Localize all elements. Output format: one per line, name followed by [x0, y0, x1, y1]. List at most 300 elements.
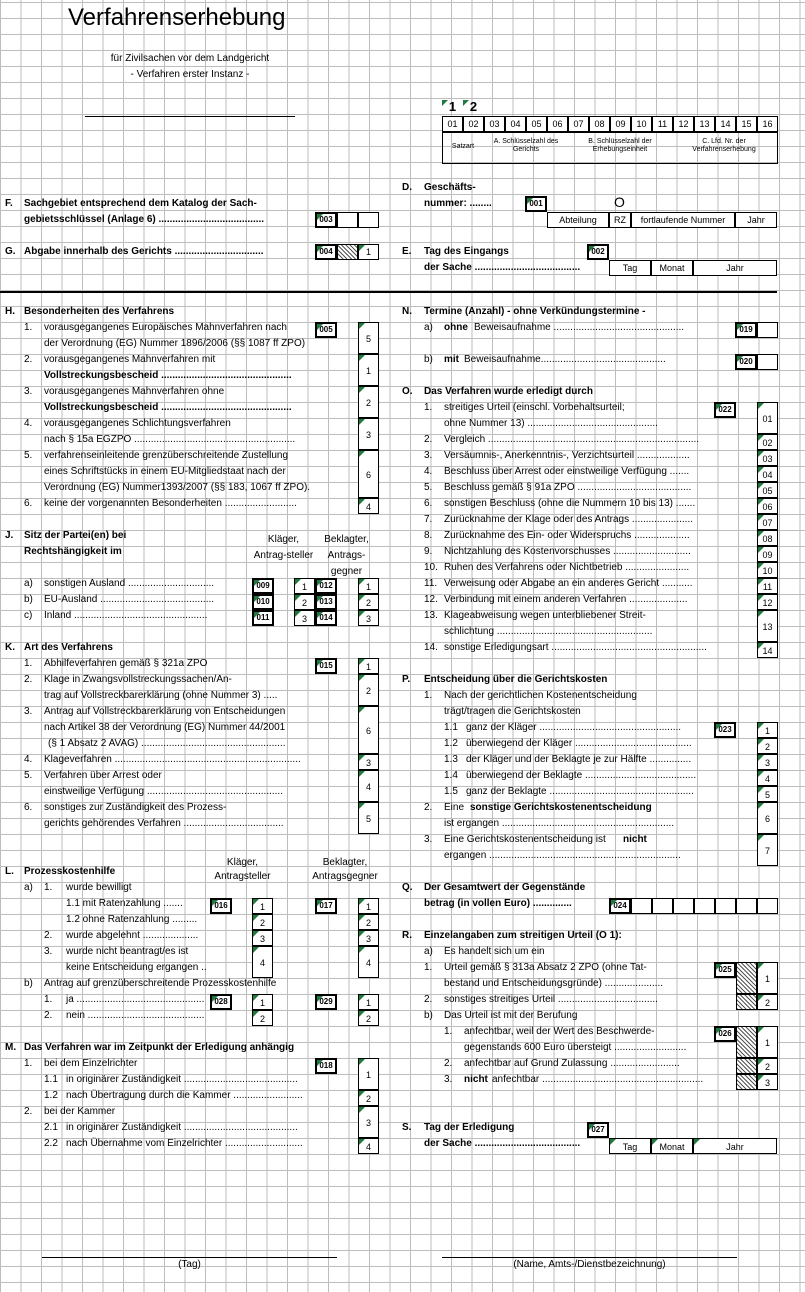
- section-f-title-2-text: gebietsschlüssel (Anlage 6) ......................................: [24, 214, 265, 225]
- checkbox-o-9[interactable]: 09: [757, 546, 778, 562]
- header-col-15: 15: [736, 116, 757, 132]
- checkbox-g[interactable]: 1: [358, 244, 379, 260]
- section-e-title-1: Tag des Eingangs: [424, 246, 509, 257]
- header-value-9[interactable]: [610, 100, 631, 116]
- checkbox-o-10[interactable]: 10: [757, 562, 778, 578]
- header-value-7[interactable]: [568, 100, 589, 116]
- o-item-num: 2.: [424, 434, 433, 445]
- checkbox-r-2[interactable]: 2: [757, 994, 778, 1010]
- k-item-text-a: sonstiges zur Zuständigkeit des Prozess-: [44, 802, 227, 813]
- section-f-letter: F.: [5, 198, 13, 209]
- h-item-num: 4.: [24, 418, 33, 429]
- header-col-9: 09: [610, 116, 631, 132]
- section-j-title-2: Rechtshängigkeit im: [24, 546, 122, 557]
- o-item-num: 5.: [424, 482, 433, 493]
- checkbox-l-k-nein[interactable]: 2: [252, 1010, 273, 1026]
- h-item-text-a: verfahrenseinleitende grenzüberschreitende Zustellung: [44, 450, 289, 461]
- l-b2t: nein ..........................................: [66, 1010, 205, 1021]
- p-sub-text: überwiegend der Kläger ..........................................: [466, 738, 692, 749]
- checkbox-r-5[interactable]: 3: [757, 1074, 778, 1090]
- section-o-letter: O.: [402, 386, 413, 397]
- section-f-title-1: Sachgebiet entsprechend dem Katalog der Sach-: [24, 198, 257, 209]
- k-item-num: 4.: [24, 754, 33, 765]
- code-029: 029: [315, 994, 337, 1010]
- section-r-letter: R.: [402, 930, 412, 941]
- checkbox-o-5[interactable]: 05: [757, 482, 778, 498]
- field-abteilung[interactable]: Abteilung: [547, 212, 609, 228]
- h-item-num: 1.: [24, 322, 33, 333]
- code-023: 023: [714, 722, 736, 738]
- p-i3: 3.: [424, 834, 433, 845]
- r-at: Es handelt sich um ein: [444, 946, 545, 957]
- h-item-text-c: Verordnung (EG) Nummer1393/2007 (§§ 183, 1067 ff ZPO).: [44, 482, 311, 493]
- checkbox-p-7[interactable]: 7: [757, 834, 778, 866]
- header-col-4: 04: [505, 116, 526, 132]
- hatch-r-2: [736, 1026, 757, 1058]
- header-value-13[interactable]: [694, 100, 715, 116]
- o-item-text-a: Nichtzahlung des Kostenvorschusses ............................: [444, 546, 691, 557]
- j-header-beklagter: Beklagter, Antrags-gegner: [324, 534, 369, 577]
- field-s-tag[interactable]: Tag: [609, 1138, 651, 1154]
- checkbox-j-k[interactable]: 3: [294, 610, 315, 626]
- l-a2t: wurde abgelehnt ....................: [66, 930, 199, 941]
- r-b3b: anfechtbar ..........................................................: [492, 1074, 704, 1085]
- subtitle-2: - Verfahren erster Instanz -: [130, 69, 250, 80]
- o-item-num: 8.: [424, 530, 433, 541]
- m-r21t: in originärer Zuständigkeit .........................................: [66, 1122, 298, 1133]
- checkbox-l-b-nein[interactable]: 2: [358, 1010, 379, 1026]
- code-015: 015: [315, 658, 337, 674]
- j-row-text: sonstigen Ausland ...............................: [44, 578, 215, 589]
- section-m-letter: M.: [5, 1042, 17, 1053]
- section-q-title-2: betrag (in vollen Euro) ..............: [424, 898, 572, 909]
- code-j-k: 011: [252, 610, 274, 626]
- code-028: 028: [210, 994, 232, 1010]
- o-item-text-a: Beschluss über Arrest oder einstweilige Verfügung .......: [444, 466, 690, 477]
- section-q-title-1: Der Gesamtwert der Gegenstände: [424, 882, 586, 893]
- j-row-text: Inland ................................................: [44, 610, 208, 621]
- p-i1: 1.: [424, 690, 433, 701]
- section-o-title: Das Verfahren wurde erledigt durch: [424, 386, 593, 397]
- circle-o: O: [614, 194, 625, 210]
- checkbox-m-1[interactable]: 1: [358, 1058, 379, 1090]
- r-b3: 3.: [444, 1074, 453, 1085]
- code-j-k: 010: [252, 594, 274, 610]
- checkbox-l-b-2[interactable]: 3: [358, 930, 379, 946]
- k-item-text-b: trag auf Vollstreckbarerklärung (ohne Nummer 3) .....: [44, 690, 278, 701]
- p-sub-num: 1.2: [444, 738, 458, 749]
- header-col-3: 03: [484, 116, 505, 132]
- field-s-monat[interactable]: Monat: [651, 1138, 693, 1154]
- n-a: a): [424, 322, 433, 333]
- o-item-text-a: Zurücknahme des Ein- oder Widerspruchs ....................: [444, 530, 690, 541]
- l-header-klaeger: Kläger, Antragsteller: [214, 857, 271, 882]
- header-value-16[interactable]: [757, 100, 778, 116]
- r-bt: Das Urteil ist mit der Berufung: [444, 1010, 578, 1021]
- checkbox-o-6[interactable]: 06: [757, 498, 778, 514]
- checkbox-k-2[interactable]: 2: [358, 674, 379, 706]
- k-item-num: 3.: [24, 706, 33, 717]
- o-item-text-a: Verweisung oder Abgabe an ein anderes Gericht ...........: [444, 578, 693, 589]
- col-c: C. Lfd. Nr. der Verfahrenserhebung: [692, 138, 756, 153]
- code-016: 016: [210, 898, 232, 914]
- footer-line-right: [442, 1257, 737, 1258]
- header-col-11: 11: [652, 116, 673, 132]
- header-value-8[interactable]: [589, 100, 610, 116]
- section-p-title: Entscheidung über die Gerichtskosten: [424, 674, 608, 685]
- section-d-title-1: Geschäfts-: [424, 182, 476, 193]
- l-b1t: ja ..............................................: [66, 994, 205, 1005]
- o-item-num: 11.: [424, 578, 438, 589]
- m-r12: 1.2: [44, 1090, 58, 1101]
- checkbox-o-8[interactable]: 08: [757, 530, 778, 546]
- o-item-text-a: Beschluss gemäß § 91a ZPO .........................................: [444, 482, 692, 493]
- field-q-6[interactable]: [736, 898, 757, 914]
- checkbox-k-4[interactable]: 3: [358, 754, 379, 770]
- header-col-6: 06: [547, 116, 568, 132]
- m-r12t: nach Übertragung durch die Kammer .........................: [66, 1090, 303, 1101]
- o-item-text-b: schlichtung ........................................................: [444, 626, 653, 637]
- h-item-text-b: Vollstreckungsbescheid ...............................................: [44, 402, 292, 413]
- r-a2: 2.: [424, 994, 433, 1005]
- code-019: 019: [735, 322, 757, 338]
- checkbox-k-5[interactable]: 4: [358, 770, 379, 802]
- code-025: 025: [714, 962, 736, 978]
- checkbox-j-k[interactable]: 1: [294, 578, 315, 594]
- field-f-1[interactable]: [337, 212, 358, 228]
- k-item-text-b: nach Artikel 38 der Verordnung (EG) Nummer 44/2001: [44, 722, 286, 733]
- j-row-letter: b): [24, 594, 33, 605]
- header-col-8: 08: [589, 116, 610, 132]
- code-j-b: 012: [315, 578, 337, 594]
- checkbox-p-2[interactable]: 2: [757, 738, 778, 754]
- o-item-num: 14.: [424, 642, 438, 653]
- header-value-12[interactable]: [673, 100, 694, 116]
- field-e-tag[interactable]: Tag: [609, 260, 651, 276]
- checkbox-l-b-1[interactable]: 2: [358, 914, 379, 930]
- checkbox-p-1[interactable]: 1: [757, 722, 778, 738]
- header-col-5: 05: [526, 116, 547, 132]
- section-l-letter: L.: [5, 866, 14, 877]
- h-item-text-a: keine der vorgenannten Besonderheiten ..........................: [44, 498, 297, 509]
- field-n-b[interactable]: [757, 354, 778, 370]
- l-bt: Antrag auf grenzüberschreitende Prozesskostenhilfe: [44, 978, 277, 989]
- o-item-text-a: Zurücknahme der Klage oder des Antrags ......................: [444, 514, 694, 525]
- checkbox-r-4[interactable]: 2: [757, 1058, 778, 1074]
- r-b2: 2.: [444, 1058, 453, 1069]
- p-sub-text: der Kläger und der Beklagte je zur Hälfte ...............: [466, 754, 692, 765]
- m-r22t: nach Übernahme vom Einzelrichter ............................: [66, 1138, 303, 1149]
- r-b2t: anfechtbar auf Grund Zulassung .........................: [464, 1058, 680, 1069]
- section-m-title: Das Verfahren war im Zeitpunkt der Erledigung anhängig: [24, 1042, 295, 1053]
- checkbox-j-b[interactable]: 1: [358, 578, 379, 594]
- checkbox-h-6[interactable]: 4: [358, 498, 379, 514]
- field-n-a[interactable]: [757, 322, 778, 338]
- k-item-text-c: (§ 1 Absatz 2 AVAG) ....................................................: [48, 738, 286, 749]
- h-item-text-a: vorausgegangenes Schlichtungsverfahren: [44, 418, 231, 429]
- p-i2: 2.: [424, 802, 433, 813]
- code-j-b: 013: [315, 594, 337, 610]
- section-l-title: Prozesskostenhilfe: [24, 866, 116, 877]
- m-r22: 2.2: [44, 1138, 58, 1149]
- checkbox-l-k-1[interactable]: 2: [252, 914, 273, 930]
- o-item-num: 3.: [424, 450, 433, 461]
- j-header-klaeger: Kläger, Antrag-steller: [253, 534, 314, 561]
- field-q-3[interactable]: [673, 898, 694, 914]
- hatched-cell: [337, 244, 358, 260]
- footer-name: (Name, Amts-/Dienstbezeichnung): [513, 1259, 666, 1270]
- field-e-jahr[interactable]: Jahr: [693, 260, 777, 276]
- code-027: 027: [587, 1122, 609, 1138]
- k-item-num: 2.: [24, 674, 33, 685]
- header-col-1: 01: [442, 116, 463, 132]
- header-value-10[interactable]: [631, 100, 652, 116]
- o-item-num: 12.: [424, 594, 438, 605]
- code-017: 017: [315, 898, 337, 914]
- hatch-r-1: [736, 994, 757, 1010]
- j-row-letter: a): [24, 578, 33, 589]
- checkbox-o-1[interactable]: 01: [757, 402, 778, 434]
- checkbox-o-11[interactable]: 11: [757, 578, 778, 594]
- r-a: a): [424, 946, 433, 957]
- code-022: 022: [714, 402, 736, 418]
- o-item-num: 1.: [424, 402, 433, 413]
- section-j-letter: J.: [5, 530, 14, 541]
- checkbox-o-3[interactable]: 03: [757, 450, 778, 466]
- o-item-num: 13.: [424, 610, 438, 621]
- o-item-text-a: streitiges Urteil (einschl. Vorbehaltsurteil;: [444, 402, 625, 413]
- h-item-text-a: vorausgegangenes Mahnverfahren mit: [44, 354, 216, 365]
- header-col-16: 16: [757, 116, 778, 132]
- section-s-title-2: der Sache ......................................: [424, 1138, 581, 1149]
- code-004: 004: [315, 244, 337, 260]
- field-q-1[interactable]: [631, 898, 652, 914]
- checkbox-o-13[interactable]: 13: [757, 610, 778, 642]
- r-b1a: anfechtbar, weil der Wert des Beschwerde-: [464, 1026, 655, 1037]
- p-sub-num: 1.3: [444, 754, 458, 765]
- k-item-text-a: Abhilfeverfahren gemäß § 321a ZPO: [44, 658, 208, 669]
- field-jahr[interactable]: Jahr: [735, 212, 777, 228]
- l-a: a): [24, 882, 33, 893]
- o-item-text-a: Verbindung mit einem anderen Verfahren .....................: [444, 594, 688, 605]
- col-b: B. Schlüsselzahl der Erhebungseinheit: [588, 138, 652, 153]
- header-value-15[interactable]: [736, 100, 757, 116]
- field-rz[interactable]: RZ: [609, 212, 631, 228]
- checkbox-o-12[interactable]: 12: [757, 594, 778, 610]
- header-col-12: 12: [673, 116, 694, 132]
- j-row-letter: c): [24, 610, 33, 621]
- signature-line-top: [85, 116, 295, 117]
- p-sub-num: 1.5: [444, 786, 458, 797]
- h-item-text-b: der Verordnung (EG) Nummer 1896/2006 (§§ 1087 ff ZPO): [44, 338, 306, 349]
- field-lfd-nummer[interactable]: fortlaufende Nummer: [631, 212, 735, 228]
- l-header-beklagter: Beklagter, Antragsgegner: [312, 857, 378, 882]
- h-item-text-a: vorausgegangenes Mahnverfahren ohne: [44, 386, 225, 397]
- p-i3b: ergangen .....................................................................: [444, 850, 681, 861]
- m-r2: 2.: [24, 1106, 33, 1117]
- h-item-num: 3.: [24, 386, 33, 397]
- h-item-num: 2.: [24, 354, 33, 365]
- checkbox-l-k-3[interactable]: 4: [252, 946, 273, 978]
- h-item-text-a: vorausgegangenes Europäisches Mahnverfahren nach: [44, 322, 287, 333]
- r-b3a: nicht: [464, 1074, 488, 1085]
- section-k-title: Art des Verfahrens: [24, 642, 113, 653]
- hatch-r-3: [736, 1058, 757, 1074]
- checkbox-o-14[interactable]: 14: [757, 642, 778, 658]
- section-h-letter: H.: [5, 306, 15, 317]
- checkbox-l-b-0[interactable]: 1: [358, 898, 379, 914]
- checkbox-k-3[interactable]: 6: [358, 706, 379, 754]
- field-f-2[interactable]: [358, 212, 379, 228]
- checkbox-l-b-ja[interactable]: 1: [358, 994, 379, 1010]
- o-item-num: 4.: [424, 466, 433, 477]
- r-b1b: gegenstands 600 Euro übersteigt ..........................: [464, 1042, 687, 1053]
- checkbox-o-7[interactable]: 07: [757, 514, 778, 530]
- l-a11: 1.1 mit Ratenzahlung .......: [66, 898, 183, 909]
- checkbox-r-3[interactable]: 1: [757, 1026, 778, 1058]
- r-b: b): [424, 1010, 433, 1021]
- header-value-2[interactable]: 2: [463, 100, 484, 116]
- header-col-10: 10: [631, 116, 652, 132]
- l-b2: 2.: [44, 1010, 53, 1021]
- code-002: 002: [587, 244, 609, 260]
- k-item-num: 1.: [24, 658, 33, 669]
- j-row-text: EU-Ausland .........................................: [44, 594, 215, 605]
- field-q-2[interactable]: [652, 898, 673, 914]
- field-q-4[interactable]: [694, 898, 715, 914]
- p-sub-num: 1.4: [444, 770, 458, 781]
- header-value-11[interactable]: [652, 100, 673, 116]
- checkbox-k-1[interactable]: 1: [358, 658, 379, 674]
- p-sub-num: 1.1: [444, 722, 458, 733]
- m-r2t: bei der Kammer: [44, 1106, 116, 1117]
- n-bt1: mit: [444, 354, 459, 365]
- checkbox-m-4[interactable]: 4: [358, 1138, 379, 1154]
- l-b: b): [24, 978, 33, 989]
- h-item-num: 6.: [24, 498, 33, 509]
- checkbox-h-5[interactable]: 6: [358, 450, 379, 498]
- section-j-title-1: Sitz der Partei(en) bei: [24, 530, 127, 541]
- header-col-14: 14: [715, 116, 736, 132]
- section-g-title: Abgabe innerhalb des Gerichts ................................: [24, 246, 264, 257]
- checkbox-p-6[interactable]: 6: [757, 802, 778, 834]
- checkbox-r-1[interactable]: 1: [757, 962, 778, 994]
- k-item-num: 6.: [24, 802, 33, 813]
- o-item-text-a: Vergleich ............................................................................: [444, 434, 700, 445]
- field-q-7[interactable]: [757, 898, 778, 914]
- code-018: 018: [315, 1058, 337, 1074]
- l-a1t: wurde bewilligt: [66, 882, 132, 893]
- section-p-letter: P.: [402, 674, 411, 685]
- code-j-k: 009: [252, 578, 274, 594]
- checkbox-j-b[interactable]: 2: [358, 594, 379, 610]
- header-value-1[interactable]: 1: [442, 100, 463, 116]
- k-item-text-a: Antrag auf Vollstreckbarerklärung von Entscheidungen: [44, 706, 286, 717]
- checkbox-h-1[interactable]: 5: [358, 322, 379, 354]
- subtitle-1: für Zivilsachen vor dem Landgericht: [110, 53, 270, 64]
- section-e-title-2: der Sache ......................................: [424, 262, 581, 273]
- header-col-2: 02: [463, 116, 484, 132]
- code-005: 005: [315, 322, 337, 338]
- checkbox-j-b[interactable]: 3: [358, 610, 379, 626]
- checkbox-l-k-ja[interactable]: 1: [252, 994, 273, 1010]
- k-item-text-a: Verfahren über Arrest oder: [44, 770, 162, 781]
- field-e-monat[interactable]: Monat: [651, 260, 693, 276]
- checkbox-o-2[interactable]: 02: [757, 434, 778, 450]
- code-024: 024: [609, 898, 631, 914]
- header-value-14[interactable]: [715, 100, 736, 116]
- footer-tag: (Tag): [178, 1259, 201, 1270]
- r-a1a: Urteil gemäß § 313a Absatz 2 ZPO (ohne Tat-: [444, 962, 647, 973]
- l-a3b: keine Entscheidung ergangen ..: [66, 962, 207, 973]
- section-h-title: Besonderheiten des Verfahrens: [24, 306, 175, 317]
- code-001: 001: [525, 196, 547, 212]
- h-item-text-b: eines Schriftstücks in einem EU-Mitgliedstaat nach der: [44, 466, 286, 477]
- l-b1: 1.: [44, 994, 53, 1005]
- o-item-num: 7.: [424, 514, 433, 525]
- p-i2b: ist ergangen ..............................................................: [444, 818, 675, 829]
- r-a1: 1.: [424, 962, 433, 973]
- h-item-num: 5.: [24, 450, 33, 461]
- header-value-4[interactable]: [505, 100, 526, 116]
- o-item-text-a: sonstige Erledigungsart ........................................................: [444, 642, 707, 653]
- checkbox-o-4[interactable]: 04: [757, 466, 778, 482]
- checkbox-p-3[interactable]: 3: [757, 754, 778, 770]
- section-n-letter: N.: [402, 306, 412, 317]
- section-q-letter: Q.: [402, 882, 413, 893]
- checkbox-l-k-0[interactable]: 1: [252, 898, 273, 914]
- section-n-title: Termine (Anzahl) - ohne Verkündungstermine -: [424, 306, 646, 317]
- l-a2: 2.: [44, 930, 53, 941]
- l-a12: 1.2 ohne Ratenzahlung .........: [66, 914, 198, 925]
- header-value-6[interactable]: [547, 100, 568, 116]
- checkbox-m-2[interactable]: 2: [358, 1090, 379, 1106]
- checkbox-l-k-2[interactable]: 3: [252, 930, 273, 946]
- n-b: b): [424, 354, 433, 365]
- r-b1: 1.: [444, 1026, 453, 1037]
- checkbox-p-5[interactable]: 5: [757, 786, 778, 802]
- p-sub-text: ganz der Kläger ...................................................: [466, 722, 682, 733]
- k-item-text-a: Klage in Zwangsvollstreckungssachen/An-: [44, 674, 232, 685]
- checkbox-k-6[interactable]: 5: [358, 802, 379, 834]
- checkbox-j-k[interactable]: 2: [294, 594, 315, 610]
- field-q-5[interactable]: [715, 898, 736, 914]
- o-item-num: 10.: [424, 562, 438, 573]
- m-r11t: in originärer Zuständigkeit .........................................: [66, 1074, 298, 1085]
- section-k-letter: K.: [5, 642, 15, 653]
- separator: [0, 291, 777, 293]
- checkbox-p-4[interactable]: 4: [757, 770, 778, 786]
- o-item-text-b: ohne Nummer 13) ...............................................: [444, 418, 658, 429]
- h-item-text-b: nach § 15a EGZPO ..........................................................: [44, 434, 296, 445]
- p-i1a: Nach der gerichtlichen Kostenentscheidung: [444, 690, 637, 701]
- o-item-num: 6.: [424, 498, 433, 509]
- header-value-3[interactable]: [484, 100, 505, 116]
- code-020: 020: [735, 354, 757, 370]
- checkbox-m-3[interactable]: 3: [358, 1106, 379, 1138]
- header-value-5[interactable]: [526, 100, 547, 116]
- field-s-jahr[interactable]: Jahr: [693, 1138, 777, 1154]
- p-i1b: trägt/tragen die Gerichtskosten: [444, 706, 581, 717]
- m-r21: 2.1: [44, 1122, 58, 1133]
- r-a1b: bestand und Entscheidungsgründe) .....................: [444, 978, 664, 989]
- checkbox-h-4[interactable]: 3: [358, 418, 379, 450]
- header-col-13: 13: [694, 116, 715, 132]
- checkbox-h-2[interactable]: 1: [358, 354, 379, 386]
- checkbox-l-b-3[interactable]: 4: [358, 946, 379, 978]
- checkbox-h-3[interactable]: 2: [358, 386, 379, 418]
- l-a3: 3.: [44, 946, 53, 957]
